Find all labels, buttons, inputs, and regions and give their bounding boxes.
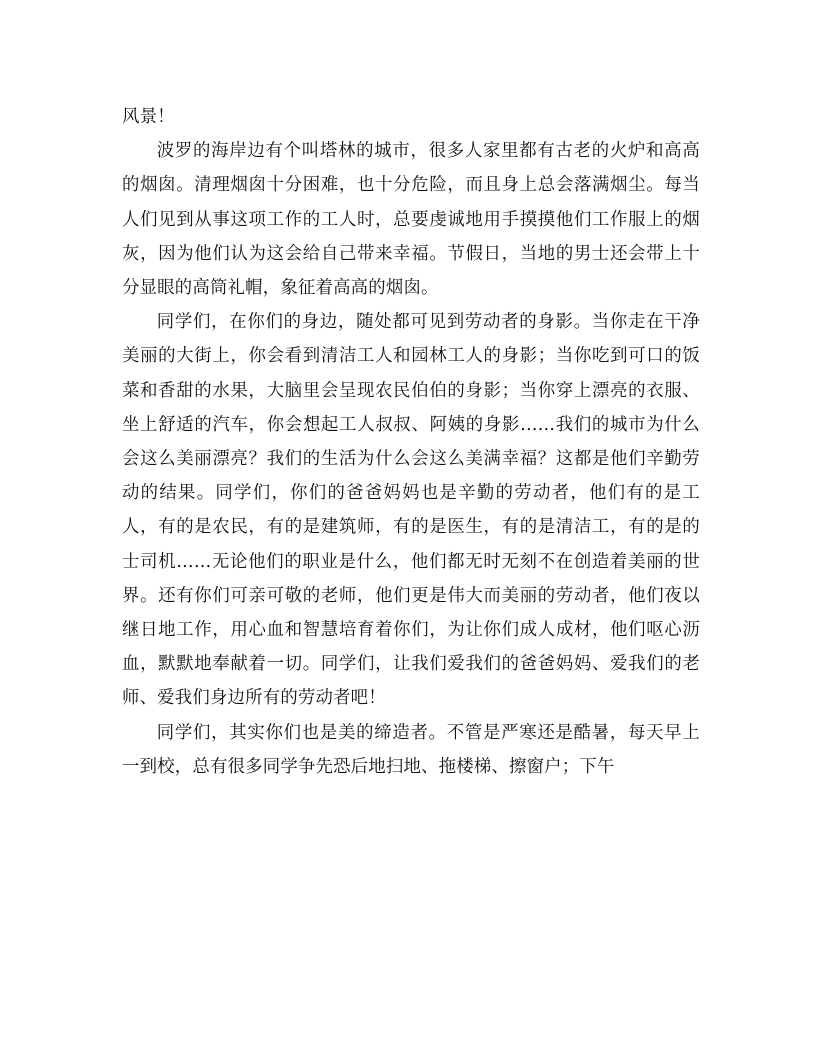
body-text: [122, 100, 700, 784]
paragraph-workers: 同学们，在你们的身边，随处都可见到劳动者的身影。当你走在干净美丽的大街上，你会看到清洁工人和园林工人的身影；当你吃到可口的饭菜和香甜的水果，大脑里会呈现农民伯伯的身影；当你穿上漂亮的衣服、坐上舒适的汽车，你会想起工人叔叔、阿姨的身影……我们的城市为什么会这么美丽漂亮？我们的生活为什么会这么美满幸福？这都是他们辛勤劳动的结果。同学们，你们的爸爸妈妈也是辛勤的劳动者，他们有的是工人，有的是农民，有的是建筑师，有的是医生，有的是清洁工，有的是的士司机……无论他们的职业是什么，他们都无时无刻不在创造着美丽的世界。还有你们可亲可敬的老师，他们更是伟大而美丽的劳动者，他们夜以继日地工作，用心血和智慧培育着你们，为让你们成人成材，他们呕心沥血，默默地奉献着一切。同学们，让我们爱我们的爸爸妈妈、爱我们的老师、爱我们身边所有的劳动者吧！: [122, 312, 700, 709]
paragraph-continuation: 风景！: [122, 107, 175, 127]
paragraph-students: 同学们，其实你们也是美的缔造者。不管是严寒还是酷暑，每天早上一到校，总有很多同学争先恐后地扫地、拖楼梯、擦窗户；下午: [122, 722, 700, 777]
paragraph-tallinn: 波罗的海岸边有个叫塔林的城市，很多人家里都有古老的火炉和高高的烟囱。清理烟囱十分困难，也十分危险，而且身上总会落满烟尘。每当人们见到从事这项工作的工人时，总要虔诚地用手摸摸他们工作服上的烟灰，因为他们认为这会给自己带来幸福。节假日，当地的男士还会带上十分显眼的高筒礼帽，象征着高高的烟囱。: [122, 141, 700, 299]
